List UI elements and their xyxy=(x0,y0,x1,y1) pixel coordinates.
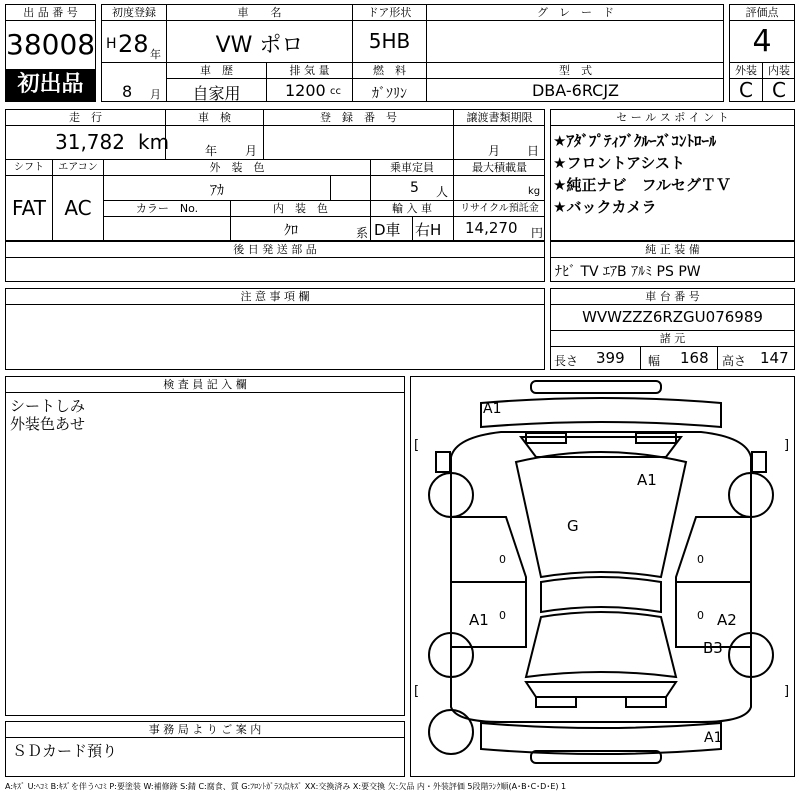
history-label: 車 歴 xyxy=(200,64,233,77)
car-name-label: 車 名 xyxy=(237,6,282,19)
mark-zero: 0 xyxy=(697,609,704,622)
color-no-label: カラー No. xyxy=(135,202,199,215)
aircon-value: AC xyxy=(64,196,92,220)
legend-footer: A:ｷｽﾞ U:ﾍｺﾐ B:ｷｽﾞを伴うﾍｺﾐ P:要塗装 W:補修跡 S:錆 C:腐食、質 G:ﾌﾛﾝﾄｶﾞﾗｽ点ｷｽﾞ XX:交換済み X:要交換 欠:欠品 内・外装評価 5段階ﾗﾝｸ順(A･B･C･D･E) 1 xyxy=(5,782,567,791)
mileage-value: 31,782 xyxy=(55,130,125,154)
model-label: 型 式 xyxy=(559,64,592,77)
mark-hood: A1 xyxy=(637,471,657,489)
inspector-line: シートしみ xyxy=(10,397,86,415)
score-value: 4 xyxy=(752,24,772,59)
dimensions-label: 諸 元 xyxy=(659,332,686,345)
history-value: 自家用 xyxy=(192,84,241,103)
capacity-value: 5 xyxy=(410,180,419,196)
office-label: 事 務 局 よ り ご 案 内 xyxy=(148,723,262,736)
displacement-label: 排 気 量 xyxy=(289,64,330,77)
ext-score-value: C xyxy=(739,78,753,102)
int-score-value: C xyxy=(772,78,786,102)
import-drive: D車 xyxy=(374,221,401,239)
office-value: ＳＤカード預り xyxy=(12,742,118,760)
fuel-value: ｶﾞｿﾘﾝ xyxy=(372,86,407,102)
door-value: 5HB xyxy=(368,29,411,53)
car-name-value: VW ポロ xyxy=(215,33,304,58)
int-score-label: 内装 xyxy=(768,64,790,77)
mark-zero: 0 xyxy=(499,553,506,566)
max-load-unit: kg xyxy=(528,186,541,197)
mark-windshield: G xyxy=(567,517,579,535)
interior-color-value: ｸﾛ xyxy=(284,223,298,239)
car-outline-diagram xyxy=(411,377,794,776)
lot-label: 出 品 番 号 xyxy=(6,5,95,21)
recycle-label: リサイクル預託金 xyxy=(460,203,539,214)
width-value: 168 xyxy=(680,349,709,367)
inspection-label: 車 検 xyxy=(198,111,231,124)
first-reg-year: 28 xyxy=(118,30,149,58)
transfer-label: 譲渡書類期限 xyxy=(466,111,533,124)
inspector-label: 検 査 員 記 入 欄 xyxy=(163,378,247,391)
length-value: 399 xyxy=(596,349,625,367)
capacity-unit: 人 xyxy=(436,185,449,199)
max-load-label: 最大積載量 xyxy=(472,161,527,174)
mark-zero: 0 xyxy=(697,553,704,566)
mark-left-front-door: A1 xyxy=(469,611,489,629)
first-listing-badge: 初出品 xyxy=(6,69,95,101)
interior-color-unit: 系 xyxy=(356,226,369,240)
width-label: 幅 xyxy=(648,354,661,368)
recycle-value: 14,270 xyxy=(465,219,518,237)
mark-front-left: A1 xyxy=(483,401,502,417)
svg-text:[: [ xyxy=(414,684,420,699)
mark-rear: A1 xyxy=(704,730,723,746)
lot-box xyxy=(5,4,96,102)
first-reg-era: H xyxy=(106,36,117,52)
chassis-value: WVWZZZ6RZGU076989 xyxy=(582,308,763,326)
inspector-line: 外装色あせ xyxy=(10,415,86,433)
mileage-label: 走 行 xyxy=(69,111,102,124)
interior-color-label: 内 装 色 xyxy=(273,202,328,215)
fuel-label: 燃 料 xyxy=(373,64,406,77)
first-reg-month-unit: 月 xyxy=(150,88,161,101)
import-handle: 右H xyxy=(415,221,442,239)
reg-no-label: 登 録 番 号 xyxy=(320,111,397,124)
later-parts-label: 後 日 発 送 部 品 xyxy=(233,243,317,256)
svg-text:]: ] xyxy=(784,438,790,453)
lot-number: 38008 xyxy=(6,28,95,61)
score-label: 評価点 xyxy=(745,6,779,19)
mileage-unit: km xyxy=(138,130,170,154)
sales-points-label: セ ー ル ス ポ イ ン ト xyxy=(616,111,729,124)
mark-zero: 0 xyxy=(499,609,506,622)
aircon-label: エアコン xyxy=(58,162,98,173)
inspection-month-unit: 月 xyxy=(245,144,258,158)
first-reg-label: 初度登録 xyxy=(112,6,156,19)
first-reg-month: 8 xyxy=(122,82,133,101)
sales-point-item: ★フロントアシスト xyxy=(553,154,685,172)
inspection-year-unit: 年 xyxy=(205,144,218,158)
exterior-color-value: ｱｶ xyxy=(210,183,224,199)
import-label: 輸 入 車 xyxy=(392,202,432,215)
chassis-label: 車 台 番 号 xyxy=(645,290,700,303)
model-value: DBA-6RCJZ xyxy=(531,81,619,100)
capacity-label: 乗車定員 xyxy=(390,161,434,174)
height-value: 147 xyxy=(760,349,789,367)
grade-label: グ レ ー ド xyxy=(537,6,614,19)
damage-diagram xyxy=(410,376,795,777)
door-label: ドア形状 xyxy=(367,6,412,19)
first-reg-year-unit: 年 xyxy=(150,48,161,61)
sales-point-item: ★バックカメラ xyxy=(553,198,657,216)
exterior-color-label: 外 装 色 xyxy=(209,161,265,174)
mark-right-front-door: A2 xyxy=(717,611,737,629)
shift-label: シフト xyxy=(14,162,44,173)
svg-text:]: ] xyxy=(784,684,790,699)
shift-value: FAT xyxy=(11,196,46,220)
recycle-unit: 円 xyxy=(531,226,544,240)
sales-point-item: ★ｱﾀﾞﾌﾟﾃｨﾌﾞｸﾙｰｽﾞｺﾝﾄﾛｰﾙ xyxy=(553,132,717,150)
mark-right-rear-door: B3 xyxy=(703,639,723,657)
transfer-month-unit: 月 xyxy=(488,144,501,158)
genuine-equipment-value: ﾅﾋﾞ TV ｴｱB ｱﾙﾐ PS PW xyxy=(555,264,701,280)
genuine-equipment-label: 純 正 装 備 xyxy=(645,243,700,256)
ext-score-label: 外装 xyxy=(735,64,757,77)
displacement-unit: cc xyxy=(330,86,341,97)
sales-point-item: ★純正ナビ フルセグＴＶ xyxy=(553,176,731,194)
height-label: 高さ xyxy=(722,354,747,368)
displacement-value: 1200 xyxy=(285,81,326,100)
svg-text:[: [ xyxy=(414,438,420,453)
transfer-day-unit: 日 xyxy=(527,144,540,158)
length-label: 長さ xyxy=(554,354,579,368)
notes-label: 注 意 事 項 欄 xyxy=(240,290,310,303)
